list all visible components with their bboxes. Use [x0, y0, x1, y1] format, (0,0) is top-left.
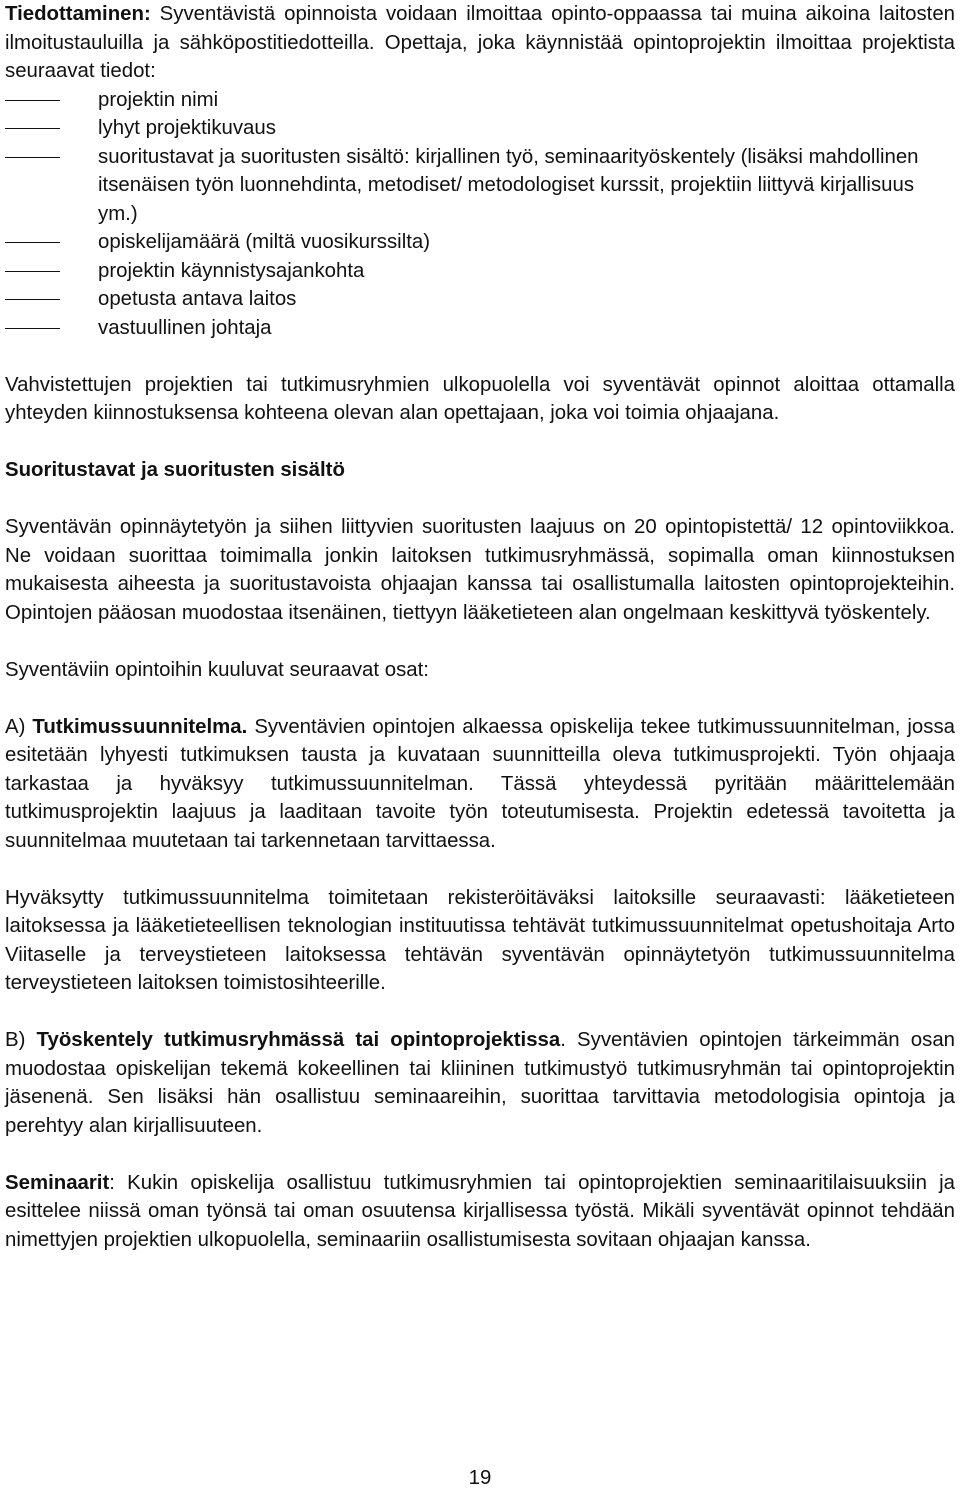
document-page	[5, 0, 955, 1254]
list-item: vastuullinen johtaja	[5, 314, 955, 343]
list-item: lyhyt projektikuvaus	[5, 114, 955, 143]
seminars-title: Seminaarit	[5, 1171, 110, 1194]
list-item: opiskelijamäärä (miltä vuosikurssilta)	[5, 228, 955, 257]
part-b-prefix: B)	[5, 1029, 37, 1051]
outside-projects-paragraph: Vahvistettujen projektien tai tutkimusryhmien ulkopuolella voi syventävät opinnot aloittaa ottamalla yhteyden kiinnostuksensa kohteena olevan alan opettajaan, joka voi toimia ohjaajana.	[5, 373, 955, 424]
scope-paragraph: Syventävän opinnäytetyön ja siihen liittyvien suoritusten laajuus on 20 opintopistettä/ 12 opintoviikkoa. Ne voidaan suorittaa toimimalla jonkin laitoksen tutkimusryhmässä, sopimalla oman kiinnostuksen mukaisesta aiheesta ja suoritustavoista ohjaajan kanssa tai osallistumalla laitosten opintoprojekteihin. Opintojen pääosan muodostaa itsenäinen, tiettyyn lääketieteen alan ongelmaan keskittyvä työskentely.	[5, 516, 955, 624]
part-a-text: Syventävien opintojen alkaessa opiskelija tekee tutkimussuunnitelman, jossa esitetään lyhyesti tutkimuksen tausta ja kuvataan suunnitteilla oleva tutkimusprojekti. Työn ohjaaja tarkastaa ja hyväksyy tutkimussuunnitelman. Tässä yhteydessä pyritään määrittelemään tutkimusprojektin laajuus ja laaditaan tavoite työn toteutumisesta. Projektin edetessä tavoitetta ja suunnitelmaa muutetaan tai tarkennetaan tarvittaessa.	[5, 715, 955, 852]
part-a-paragraph	[5, 713, 955, 856]
list-item: projektin nimi	[5, 86, 955, 115]
project-info-list	[5, 86, 955, 343]
intro-paragraph	[5, 0, 955, 86]
seminars-text: : Kukin opiskelija osallistuu tutkimusryhmien tai opintoprojektien seminaaritilaisuuksiin ja esittelee niissä oman työnsä tai oman osuutensa kirjallisessa työstä. Mikäli syventävät opinnot tehdään nimettyjen projektien ulkopuolella, seminaariin osallistumisesta sovitaan ohjaajan kanssa.	[5, 1171, 955, 1251]
part-b-text: . Syventävien opintojen tärkeimmän osan muodostaa opiskelijan tekemä kokeellinen tai kliininen tutkimustyö tutkimusryhmän tai opintoprojektin jäsenenä. Sen lisäksi hän osallistuu seminaareihin, suorittaa tarvittavia metodologisia opintoja ja perehtyy alan kirjallisuuteen.	[5, 1029, 955, 1137]
intro-label: Tiedottaminen:	[5, 3, 151, 25]
parts-paragraph: Syventäviin opintoihin kuuluvat seuraavat osat:	[5, 658, 429, 681]
page-number: 19	[468, 1467, 492, 1489]
seminars-paragraph	[5, 1169, 955, 1255]
section-heading: Suoritustavat ja suoritusten sisältö	[5, 459, 345, 481]
intro-text: Syventävistä opinnoista voidaan ilmoittaa opinto-oppaassa tai muina aikoina laitosten ilmoitustauluilla ja sähköpostitiedotteilla. Opettaja, joka käynnistää opintoprojektin ilmoittaa projektista seuraavat tiedot:	[5, 3, 955, 82]
register-paragraph: Hyväksytty tutkimussuunnitelma toimitetaan rekisteröitäväksi laitoksille seuraavasti: lääketieteen laitoksessa ja lääketieteellisen teknologian instituutissa tehtävät tutkimussuunnitelmat opetushoitaja Arto Viitaselle ja terveystieteen laitoksessa tehtävän syventävän opinnäytetyön tutkimussuunnitelma terveystieteen laitoksen toimistosihteerille.	[5, 886, 955, 994]
list-item: suoritustavat ja suoritusten sisältö: kirjallinen työ, seminaarityöskentely (lisäksi mahdollinen itsenäisen työn luonnehdinta, metodiset/ metodologiset kurssit, projektiin liittyvä kirjallisuus ym.)	[5, 143, 955, 229]
list-item: opetusta antava laitos	[5, 285, 955, 314]
part-a-title: Tutkimussuunnitelma.	[32, 715, 248, 738]
part-b-paragraph	[5, 1026, 955, 1140]
list-item: projektin käynnistysajankohta	[5, 257, 955, 286]
part-b-title: Työskentely tutkimusryhmässä tai opintoprojektissa	[36, 1029, 561, 1051]
part-a-prefix: A)	[5, 715, 33, 738]
